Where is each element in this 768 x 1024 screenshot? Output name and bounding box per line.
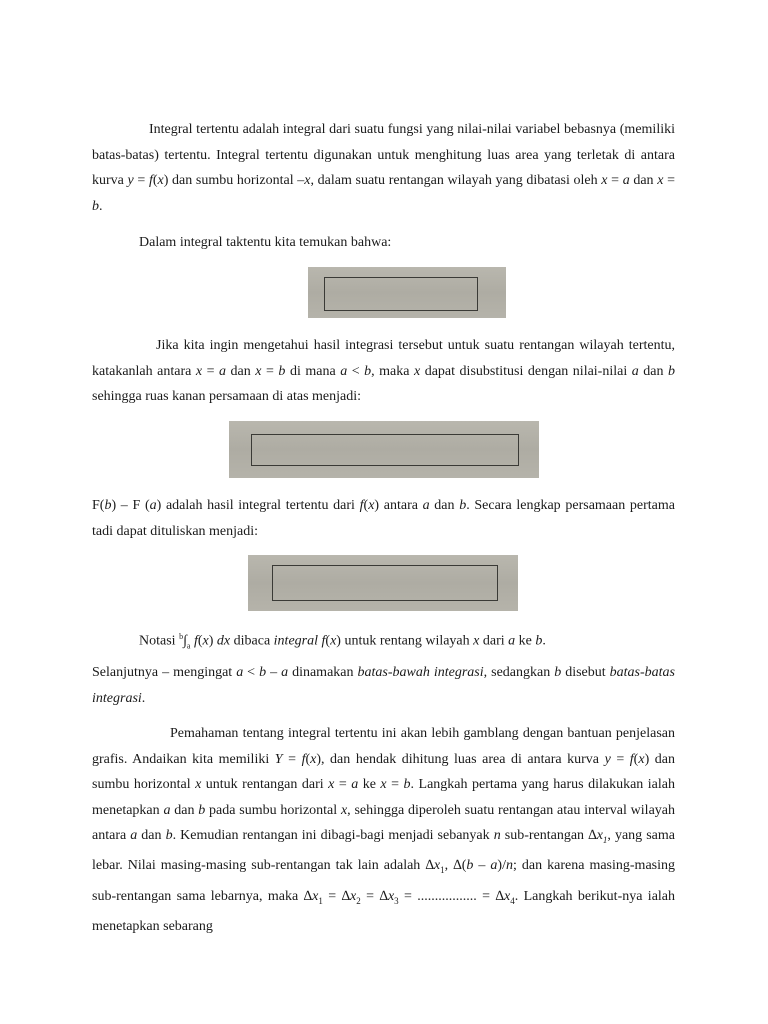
paragraph-intro: Integral tertentu adalah integral dari suatu fungsi yang nilai-nilai variabel bebasnya (memiliki batas-batas) tertentu. Integral tertentu digunakan untuk menghitung luas area yang terletak di antara kurva y = f(x) dan sumbu horizontal –x, dalam suatu rentangan wilayah yang dibatasi oleh x = a dan x = b. [92, 122, 675, 214]
equation-image-1 [308, 267, 506, 318]
equation-image-2 [229, 421, 539, 478]
equation-image-3 [248, 555, 518, 611]
paragraph-grafis: Pemahaman tentang integral tertentu ini akan lebih gamblang dengan bantuan penjelasan grafis. Andaikan kita memiliki Y = f(x), dan hendak dihitung luas area di antara kurva y = f(x) dan sumbu horizontal x untuk rentangan dari x = a ke x = b. Langkah pertama yang harus dilakukan ialah menetapkan a dan b pada sumbu horizontal x, sehingga diperoleh suatu rentangan atau interval wilayah antara a dan b. Kemudian rentangan ini dibagi-bagi menjadi sebanyak n sub-rentangan $\Delta x_1$, yang sama lebar. Nilai masing-masing sub-rentangan tak lain adalah $\Delta x_1$, ∆(b – a)/n; dan karena masing-masing sub-rentangan sama lebarnya, maka $\Delta x_1 = \Delta x_2 = \Delta x_3$ = ................. = $\Delta x_4$. Langkah berikut-nya ialah menetapkan sebarang [92, 726, 676, 934]
paragraph-batas: Selanjutnya – mengingat a < b – a dinamakan batas-bawah integrasi, sedangkan b disebut batas-batas integrasi. [92, 665, 675, 706]
paragraph-notasi: Notasi $^b\int_a$ f(x) dx dibaca integral f(x) untuk rentang wilayah x dari a ke b. [139, 632, 546, 651]
paragraph-rentangan: Jika kita ingin mengetahui hasil integrasi tersebut untuk suatu rentangan wilayah tertentu, katakanlah antara x = a dan x = b di mana a < b, maka x dapat disubstitusi dengan nilai-nilai a dan b sehingga ruas kanan persamaan di atas menjadi: [92, 338, 675, 404]
paragraph-taktentu: Dalam integral taktentu kita temukan bahwa: [139, 235, 392, 250]
paragraph-hasil: F(b) – F (a) adalah hasil integral tertentu dari f(x) antara a dan b. Secara lengkap persamaan pertama tadi dapat dituliskan menjadi: [92, 498, 675, 539]
